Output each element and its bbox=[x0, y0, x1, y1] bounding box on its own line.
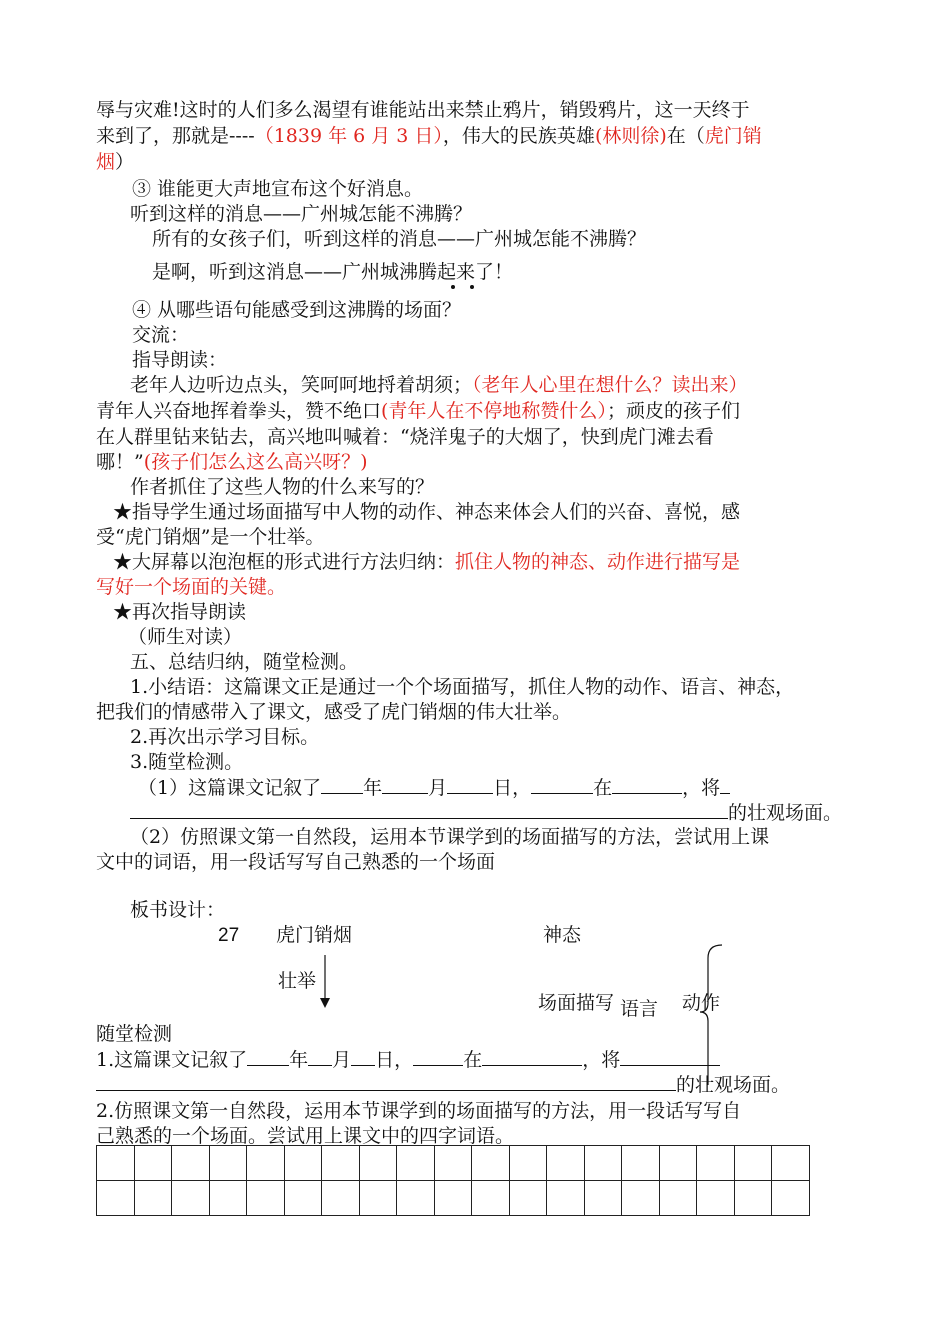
event-blank[interactable] bbox=[96, 1072, 676, 1091]
board-yuyan: 语言 bbox=[620, 999, 659, 1020]
grid-cell[interactable] bbox=[509, 1146, 547, 1181]
hear-line-2: 所有的女孩子们，听到这样的消息——广州城怎能不沸腾？ bbox=[152, 228, 647, 250]
grid-row bbox=[97, 1181, 810, 1216]
question-3: ③ 谁能更大声地宣布这个好消息。 bbox=[132, 178, 424, 200]
board-title: 板书设计： bbox=[130, 899, 226, 921]
star-guide-line: ★指导学生通过场面描写中人物的动作、神态来体会人们的兴奋、喜悦，感 bbox=[113, 501, 741, 523]
grid-cell[interactable] bbox=[584, 1181, 622, 1216]
text: ，将 bbox=[682, 777, 721, 799]
board-scene: 场面描写 bbox=[538, 993, 615, 1014]
question-4: ④ 从哪些语句能感受到这沸腾的场面？ bbox=[132, 299, 462, 321]
grid-cell[interactable] bbox=[397, 1146, 435, 1181]
text: 老年人边听边点头，笑呵呵地捋着胡须； bbox=[130, 374, 473, 396]
what-question: 作者抓住了这些人物的什么来写的？ bbox=[130, 476, 435, 498]
old-note: （老年人心里在想什么？读出来） bbox=[472, 374, 748, 396]
grid-cell[interactable] bbox=[284, 1146, 322, 1181]
grid-cell[interactable] bbox=[734, 1146, 772, 1181]
text: 月 bbox=[332, 1049, 352, 1071]
star-guide-line-2: 受“虎门销烟”是一个壮举。 bbox=[96, 526, 325, 548]
check-q2-line-2: 己熟悉的一个场面。尝试用上课文中的四字词语。 bbox=[96, 1125, 515, 1147]
grid-cell[interactable] bbox=[359, 1181, 397, 1216]
summary-line-2: 把我们的情感带入了课文，感受了虎门销烟的伟大壮举。 bbox=[96, 701, 572, 723]
section-five-title: 五、总结归纳，随堂检测。 bbox=[130, 651, 359, 673]
text: ） bbox=[115, 151, 135, 173]
text: 年 bbox=[363, 777, 383, 799]
grid-cell[interactable] bbox=[247, 1181, 285, 1216]
text: 日， bbox=[375, 1049, 414, 1071]
grid-cell[interactable] bbox=[284, 1181, 322, 1216]
text: ，将 bbox=[582, 1049, 621, 1071]
method-summary: 抓住人物的神态、动作进行描写是 bbox=[455, 551, 741, 573]
grid-cell[interactable] bbox=[359, 1146, 397, 1181]
test-2-line-2: 文中的词语，用一段话写写自己熟悉的一个场面 bbox=[96, 851, 496, 873]
grid-row bbox=[97, 1146, 810, 1181]
test-2-line: （2）仿照课文第一自然段，运用本节课学到的场面描写的方法，尝试用上课 bbox=[130, 826, 770, 848]
grid-cell[interactable] bbox=[659, 1181, 697, 1216]
text: ★大屏幕以泡泡框的形式进行方法归纳： bbox=[113, 551, 456, 573]
grid-cell[interactable] bbox=[622, 1181, 660, 1216]
grid-cell[interactable] bbox=[697, 1146, 735, 1181]
grid-cell[interactable] bbox=[772, 1181, 810, 1216]
place-blank[interactable] bbox=[482, 1047, 582, 1066]
grid-cell[interactable] bbox=[134, 1181, 172, 1216]
star-read-again: ★再次指导朗读 bbox=[113, 601, 247, 623]
para-line: 辱与灾难!这时的人们多么渴望有谁能站出来禁止鸦片，销毁鸦片，这一天终于 bbox=[96, 99, 750, 121]
text: 的壮观场面。 bbox=[676, 1074, 791, 1096]
grid-cell[interactable] bbox=[547, 1146, 585, 1181]
grid-cell[interactable] bbox=[209, 1146, 247, 1181]
grid-cell[interactable] bbox=[622, 1146, 660, 1181]
grid-cell[interactable] bbox=[322, 1181, 360, 1216]
grid-cell[interactable] bbox=[734, 1181, 772, 1216]
text: 青年人兴奋地挥着拳头，赞不绝口 bbox=[96, 400, 382, 422]
show-goals-line: 2.再次出示学习目标。 bbox=[130, 726, 320, 748]
arrow-head bbox=[320, 998, 330, 1008]
teacher-student-read: （师生对读） bbox=[128, 626, 243, 648]
text: 在 bbox=[463, 1049, 483, 1071]
hero-answer: (林则徐) bbox=[594, 125, 667, 147]
text: ；顽皮的孩子们 bbox=[606, 400, 740, 422]
text: 日， bbox=[493, 777, 532, 799]
lesson-title: 虎门销烟 bbox=[276, 925, 353, 946]
method-summary-2: 写好一个场面的关键。 bbox=[96, 576, 287, 598]
grid-cell[interactable] bbox=[247, 1146, 285, 1181]
grid-cell[interactable] bbox=[97, 1146, 135, 1181]
grid-cell[interactable] bbox=[209, 1181, 247, 1216]
board-shentai: 神态 bbox=[543, 925, 582, 946]
grid-cell[interactable] bbox=[172, 1181, 210, 1216]
young-note: (青年人在不停地称赞什么） bbox=[381, 400, 607, 422]
board-dongzuo: 动作 bbox=[682, 993, 721, 1014]
grid-cell[interactable] bbox=[697, 1181, 735, 1216]
board-zhuangju: 壮举 bbox=[278, 971, 317, 992]
grid-cell[interactable] bbox=[97, 1181, 135, 1216]
grid-cell[interactable] bbox=[434, 1146, 472, 1181]
date-answer: （1839 年 6 月 3 日） bbox=[254, 125, 443, 147]
text: 哪！” bbox=[96, 451, 144, 473]
grid-cell[interactable] bbox=[472, 1181, 510, 1216]
kids-note: (孩子们怎么这么高兴呀？) bbox=[143, 451, 368, 473]
hear-line-1: 听到这样的消息——广州城怎能不沸腾？ bbox=[130, 203, 473, 225]
grid-cell[interactable] bbox=[547, 1181, 585, 1216]
guide-read-label: 指导朗读： bbox=[132, 349, 228, 371]
text: 来到了，那就是---- bbox=[96, 125, 255, 147]
text: 在 bbox=[593, 777, 613, 799]
check-title: 随堂检测 bbox=[96, 1023, 173, 1045]
hear-line-3: 是啊，听到这消息——广州城沸腾起来了！ bbox=[152, 261, 514, 283]
grid-cell[interactable] bbox=[397, 1181, 435, 1216]
text: 年 bbox=[289, 1049, 309, 1071]
grid-cell[interactable] bbox=[434, 1181, 472, 1216]
event-answer: 烟 bbox=[96, 151, 116, 173]
check-q1-line-2 bbox=[96, 1072, 790, 1097]
grid-cell[interactable] bbox=[584, 1146, 622, 1181]
lesson-number: 27 bbox=[218, 925, 240, 946]
event-answer: 虎门销 bbox=[704, 125, 762, 147]
text: 在（ bbox=[666, 125, 705, 147]
event-blank-start[interactable] bbox=[620, 1047, 720, 1066]
kids-line: 在人群里钻来钻去，高兴地叫喊着：“烧洋鬼子的大烟了，快到虎门滩去看 bbox=[96, 426, 714, 448]
month-blank[interactable] bbox=[308, 1047, 332, 1066]
text: 月 bbox=[428, 777, 448, 799]
grid-cell[interactable] bbox=[509, 1181, 547, 1216]
year-blank[interactable] bbox=[247, 1047, 289, 1066]
check-q1-line bbox=[96, 1047, 720, 1072]
grid-cell[interactable] bbox=[322, 1146, 360, 1181]
writing-grid bbox=[96, 1145, 810, 1216]
exchange-label: 交流： bbox=[132, 324, 190, 346]
grid-cell[interactable] bbox=[134, 1146, 172, 1181]
check-q2-line: 2.仿照课文第一自然段，运用本节课学到的场面描写的方法，用一段话写写自 bbox=[96, 1100, 742, 1122]
summary-line: 1.小结语：这篇课文正是通过一个个场面描写，抓住人物的动作、语言、神态， bbox=[130, 676, 795, 698]
text: 1.这篇课文记叙了 bbox=[96, 1049, 248, 1071]
grid-cell[interactable] bbox=[472, 1146, 510, 1181]
day-blank[interactable] bbox=[351, 1047, 375, 1066]
text: （1）这篇课文记叙了 bbox=[138, 777, 322, 799]
check-label: 3.随堂检测。 bbox=[130, 751, 244, 773]
grid-cell[interactable] bbox=[659, 1146, 697, 1181]
person-blank[interactable] bbox=[413, 1047, 463, 1066]
grid-cell[interactable] bbox=[172, 1146, 210, 1181]
grid-cell[interactable] bbox=[772, 1146, 810, 1181]
text: ，伟大的民族英雄 bbox=[442, 125, 595, 147]
text: 的壮观场面。 bbox=[728, 802, 843, 824]
